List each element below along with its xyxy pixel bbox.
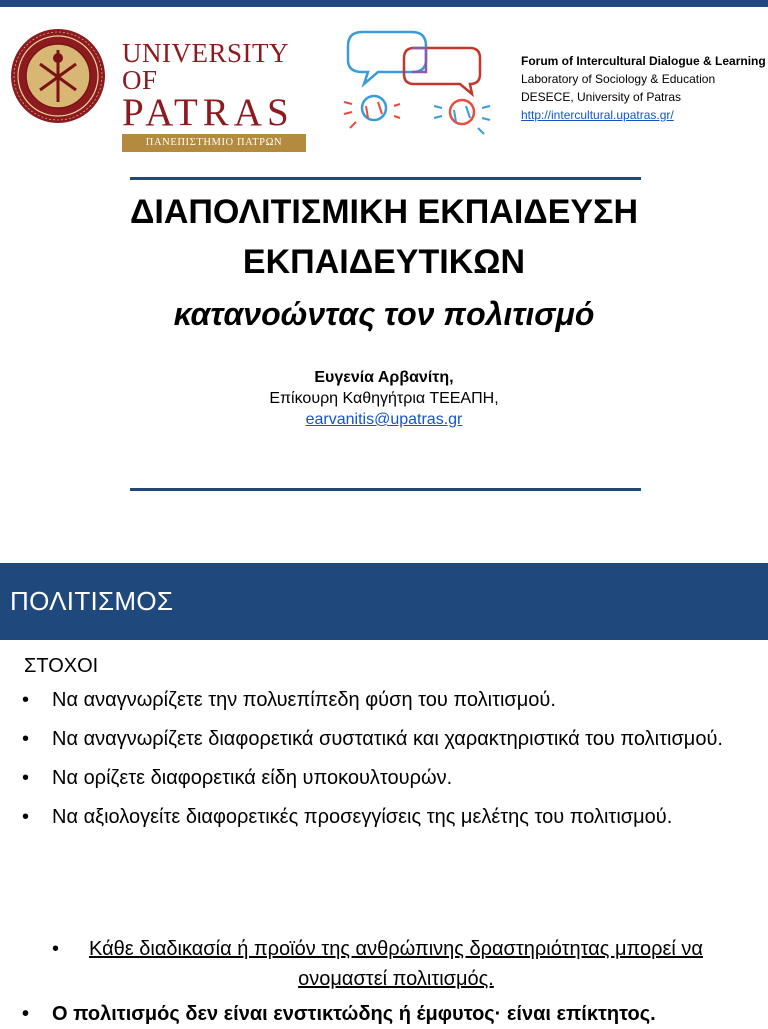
culture-acquired-point: [22, 999, 762, 1029]
bullet-dot: •: [22, 806, 30, 828]
forum-title: Forum of Intercultural Dialogue & Learning: [521, 54, 766, 68]
goal-text: Να αναγνωρίζετε την πολυεπίπεδη φύση του πολιτισμού.: [52, 689, 556, 711]
goal-item: [0, 802, 768, 833]
university-line3: ΠΑΝΕΠΙΣΤΗΜΙΟ ΠΑΤΡΩΝ: [122, 134, 306, 152]
goal-text: Να αξιολογείτε διαφορετικές προσεγγίσεις της μελέτης του πολιτισμού.: [52, 806, 673, 828]
section-header-band: [0, 563, 768, 640]
author-role: Επίκουρη Καθηγήτρια ΤΕΕΑΠΗ,: [269, 390, 499, 407]
bullet-dot: •: [22, 1003, 30, 1025]
university-line1: UNIVERSITY OF: [122, 38, 288, 95]
culture-definition-text: Κάθε διαδικασία ή προϊόν της ανθρώπινης δραστηριότητας μπορεί να ονομαστεί πολιτισμός.: [89, 938, 703, 990]
bullet-dot: •: [22, 728, 30, 750]
culture-acquired-text: Ο πολιτισμός δεν είναι ενστικτώδης ή έμφυτος· είναι επίκτητος.: [52, 1003, 656, 1025]
title-line2: ΕΚΠΑΙΔΕΥΤΙΚΩΝ: [242, 243, 526, 281]
title-line1: ΔΙΑΠΟΛΙΤΙΣΜΙΚΗ ΕΚΠΑΙΔΕΥΣΗ: [129, 193, 639, 231]
goal-item: [0, 763, 768, 794]
forum-lab: Laboratory of Sociology & Education: [521, 72, 716, 86]
forum-dept: DESECE, University of Patras: [521, 90, 682, 104]
top-bar: [0, 0, 768, 7]
goal-text: Να αναγνωρίζετε διαφορετικά συστατικά και χαρακτηριστικά του πολιτισμού.: [52, 728, 723, 750]
university-seal-logo: [10, 28, 106, 124]
goals-list: [0, 685, 768, 841]
bullet-dot: •: [52, 938, 60, 960]
goal-text: Να ορίζετε διαφορετικά είδη υποκουλτουρών.: [52, 767, 453, 789]
university-line2: PATRAS: [122, 91, 294, 134]
goal-item: [0, 685, 768, 716]
forum-link[interactable]: http://intercultural.upatras.gr/: [521, 108, 674, 122]
bullet-dot: •: [22, 689, 30, 711]
title-bottom-rule: [130, 488, 641, 491]
title-top-rule: [130, 177, 641, 180]
subtitle: κατανοώντας τον πολιτισμό: [173, 296, 595, 332]
goals-label: ΣΤΟΧΟΙ: [24, 655, 99, 677]
author-name: Ευγενία Αρβανίτη,: [314, 369, 454, 386]
bullet-dot: •: [22, 767, 30, 789]
university-wordmark: [122, 40, 312, 152]
author-email-link[interactable]: earvanitis@upatras.gr: [305, 411, 463, 428]
goal-item: [0, 724, 768, 755]
dialogue-bubbles-logo: [338, 26, 502, 142]
culture-definition: [52, 934, 732, 994]
section-title: ΠΟΛΙΤΙΣΜΟΣ: [10, 586, 174, 616]
forum-info: [521, 52, 766, 124]
author-block: [0, 367, 768, 430]
